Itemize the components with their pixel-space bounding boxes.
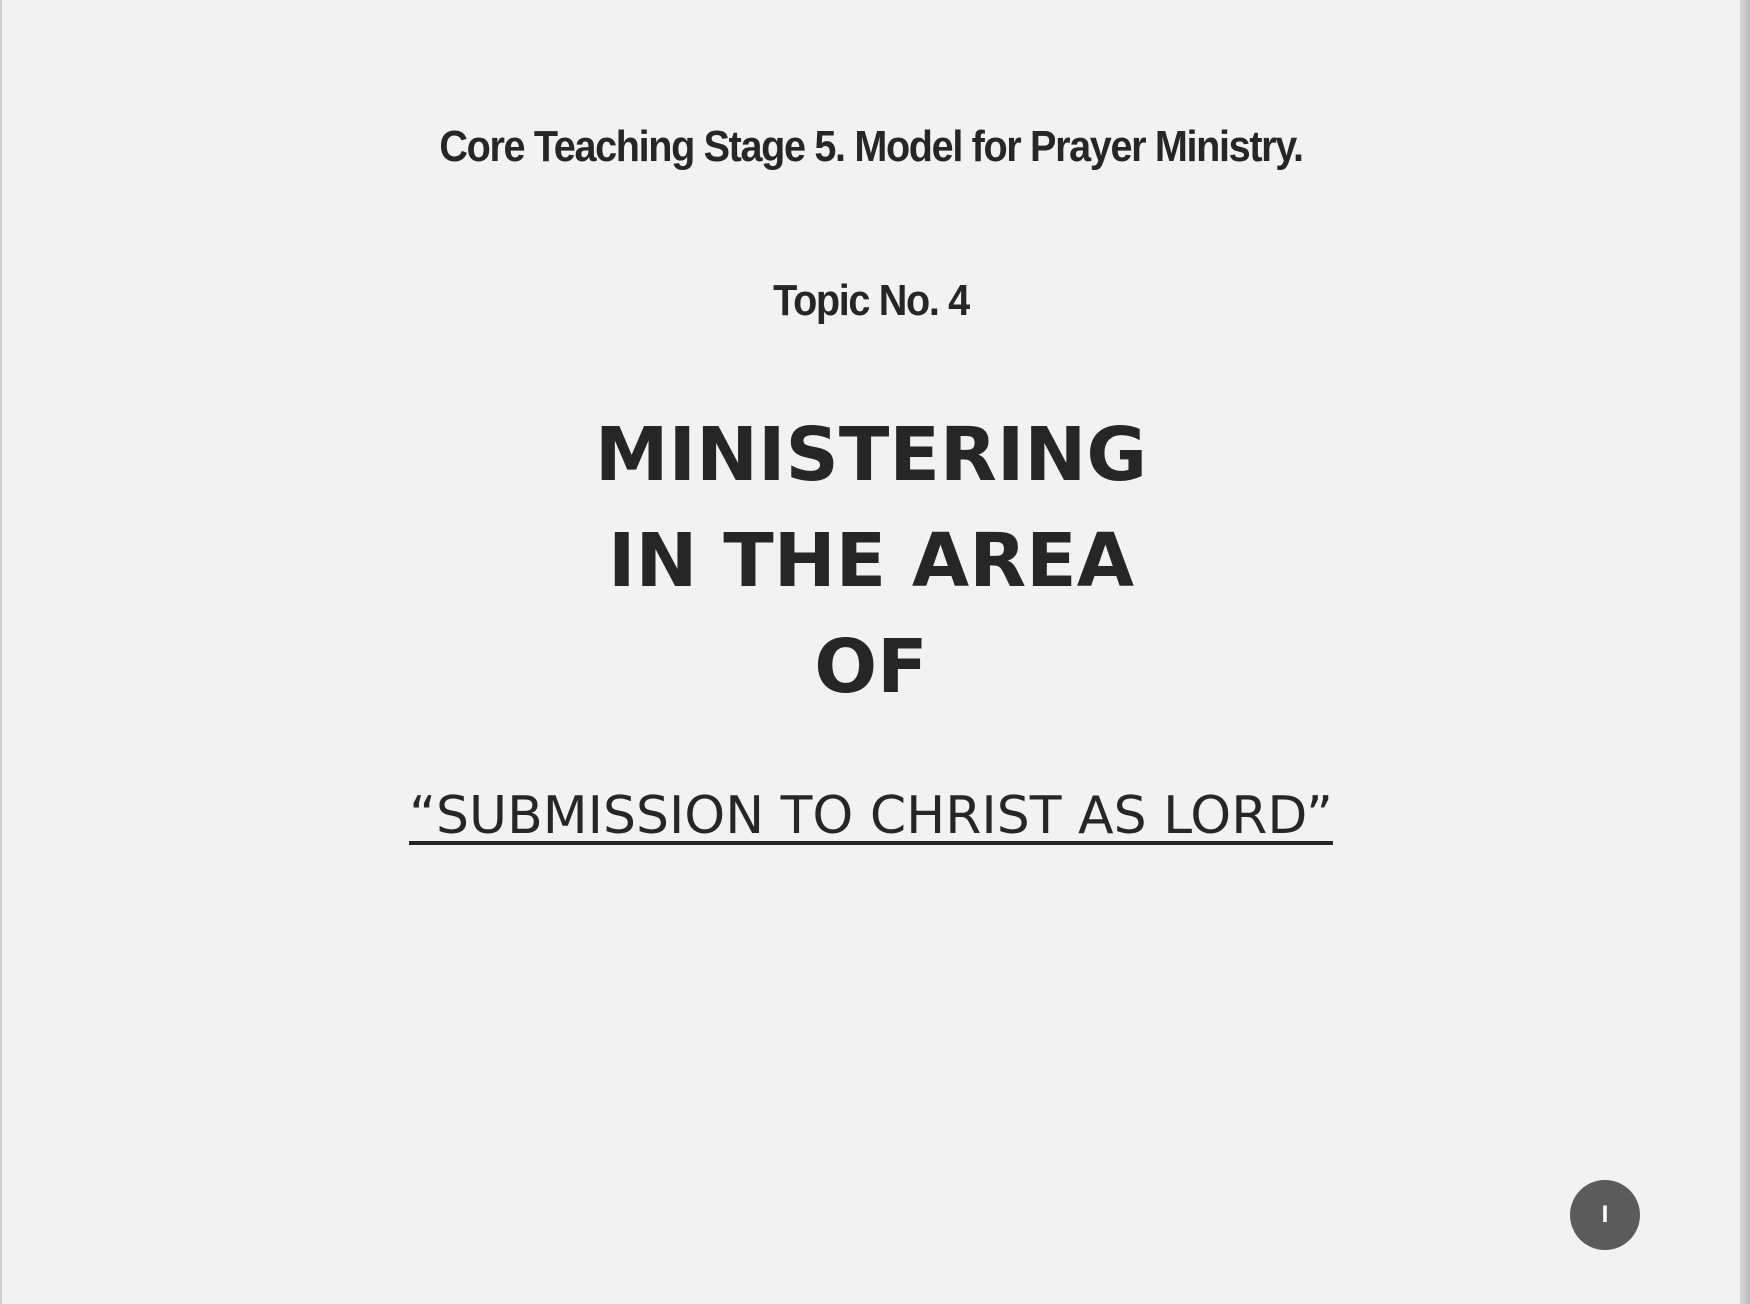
title-line: IN THE AREA bbox=[607, 518, 1135, 604]
page-number-badge[interactable]: I bbox=[1570, 1180, 1640, 1250]
topic-number: Topic No. 4 bbox=[773, 276, 969, 325]
document-page bbox=[2, 0, 1740, 1304]
title-line: MINISTERING bbox=[594, 412, 1148, 498]
document-subject bbox=[2, 786, 1740, 846]
title-line: OF bbox=[814, 624, 928, 710]
document-header: Core Teaching Stage 5. Model for Prayer Ministry. bbox=[439, 122, 1303, 171]
document-title bbox=[2, 402, 1740, 720]
scrollbar-shadow bbox=[1740, 0, 1750, 1304]
subject-text: “SUBMISSION TO CHRIST AS LORD” bbox=[409, 786, 1333, 846]
